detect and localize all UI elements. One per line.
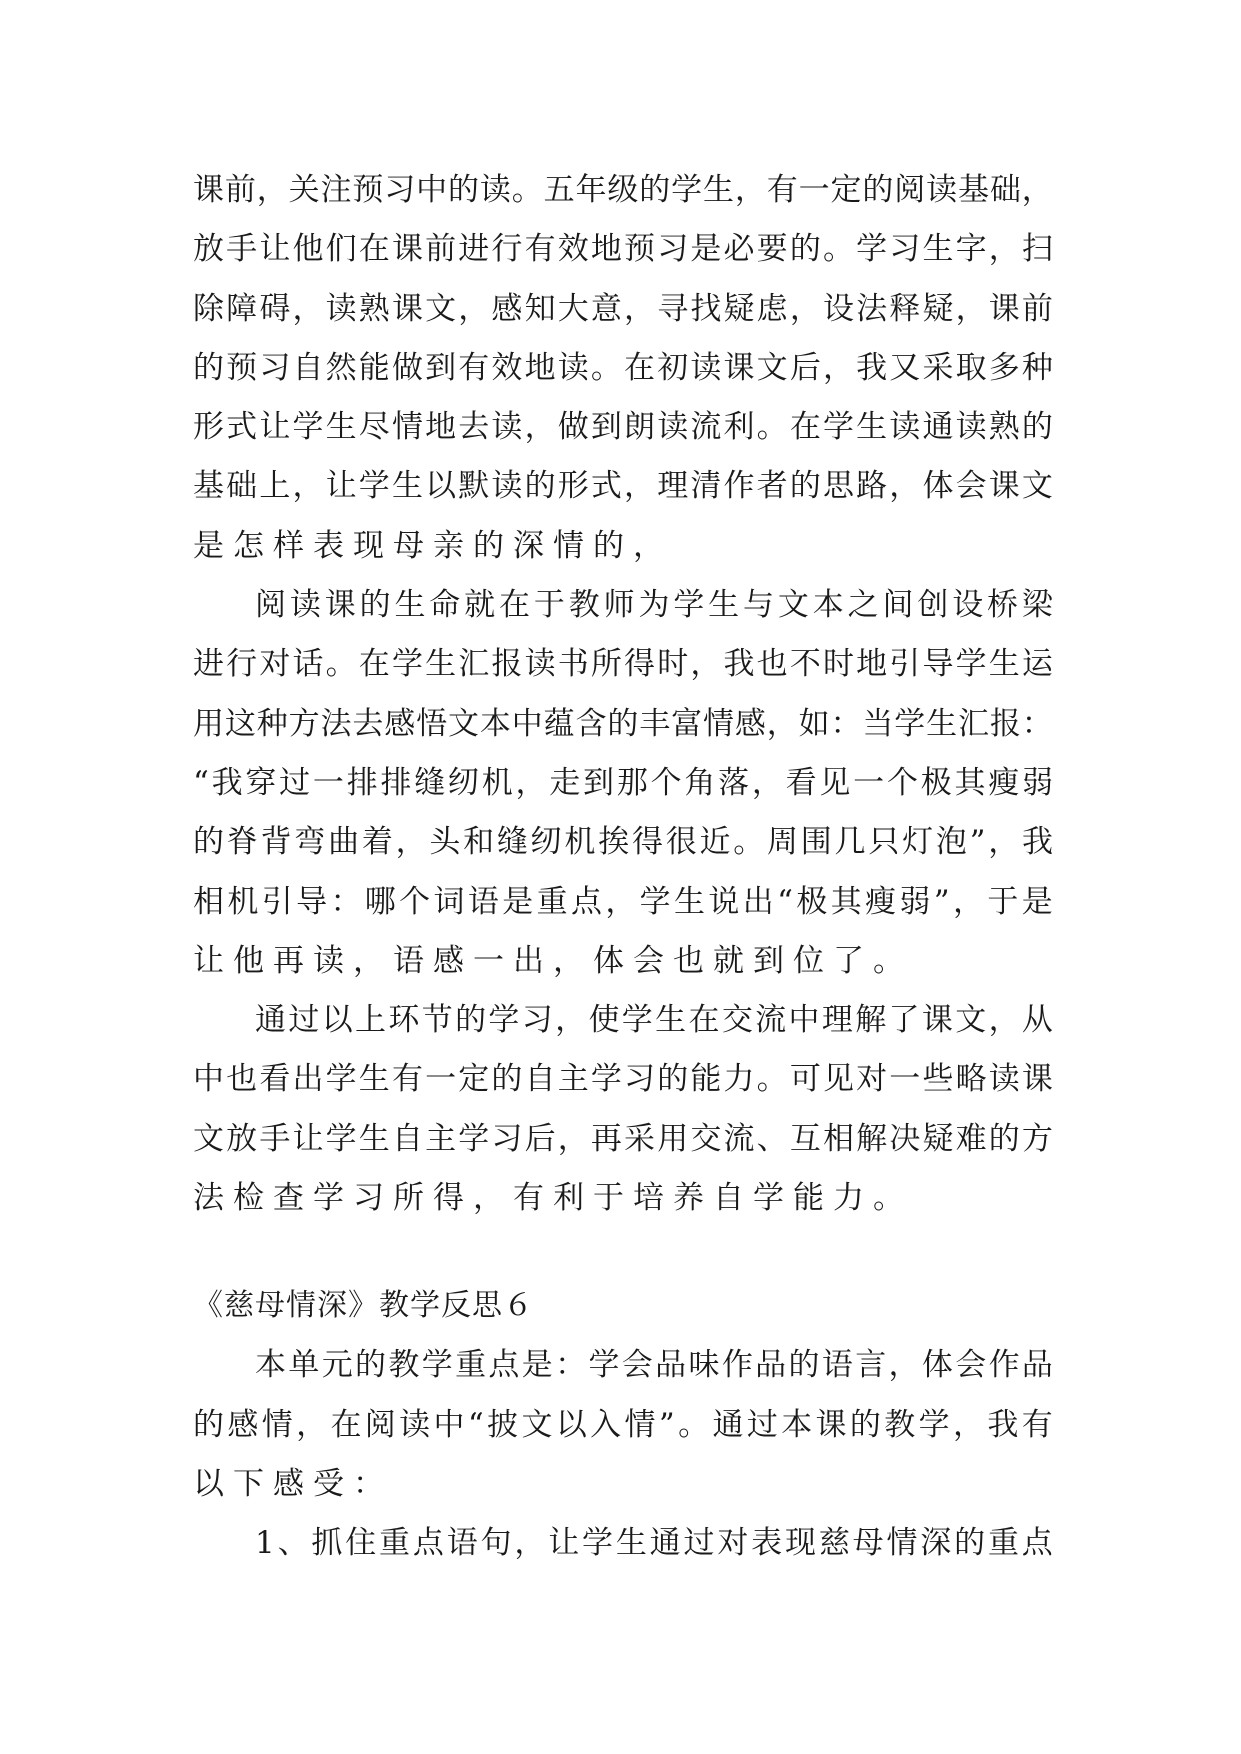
text-line: 放 手 让 他 们 在 课 前 进 行 有 效 地 预 习 是 必 要 的 。 学 习 生 字 ， 扫 <box>193 231 1053 268</box>
text-line: 的 预 习 自 然 能 做 到 有 效 地 读 。 在 初 读 课 文 后 ， 我 又 采 取 多 种 <box>193 349 1053 386</box>
paragraph-2 <box>193 576 1053 991</box>
text-line: 法检查学习所得，有利于培养自学能力。 <box>193 1180 913 1217</box>
text-line: 以下感受： <box>193 1465 393 1502</box>
text-line: 相 机 引 导 ： 哪 个 词 语 是 重 点 ， 学 生 说 出 “ 极 其 瘦 弱 ” ， 于 是 <box>193 883 1053 920</box>
text-line: 是怎样表现母亲的深情的， <box>193 527 673 564</box>
text-line: 的 感 情 ， 在 阅 读 中 “ 披 文 以 入 情 ” 。 通 过 本 课 的 教 学 ， 我 有 <box>193 1406 1053 1443</box>
document-page <box>193 161 1053 1574</box>
text-line: 的 脊 背 弯 曲 着 ， 头 和 缝 纫 机 挨 得 很 近 。 周 围 几 只 灯 泡 ” ， 我 <box>193 824 1053 861</box>
text-line: 让他再读，语感一出，体会也就到位了。 <box>193 942 913 979</box>
text-line: 形 式 让 学 生 尽 情 地 去 读 ， 做 到 朗 读 流 利 。 在 学 生 读 通 读 熟 的 <box>193 409 1053 446</box>
text-line: 用 这 种 方 法 去 感 悟 文 本 中 蕴 含 的 丰 富 情 感 ， 如 ： 当 学 生 汇 报 ： <box>193 705 1053 742</box>
text-line: 文 放 手 让 学 生 自 主 学 习 后 ， 再 采 用 交 流 、 互 相 解 决 疑 难 的 方 <box>193 1120 1053 1157</box>
text-line: 中 也 看 出 学 生 有 一 定 的 自 主 学 习 的 能 力 。 可 见 对 一 些 略 读 课 <box>193 1061 1053 1098</box>
text-line: 课 前 ， 关 注 预 习 中 的 读 。 五 年 级 的 学 生 ， 有 一 定 的 阅 读 基 础 ， <box>193 172 1053 208</box>
text-line: 除 障 碍 ， 读 熟 课 文 ， 感 知 大 意 ， 寻 找 疑 虑 ， 设 法 释 疑 ， 课 前 <box>193 290 1053 327</box>
text-line: “ 我 穿 过 一 排 排 缝 纫 机 ， 走 到 那 个 角 落 ， 看 见 一 个 极 其 瘦 弱 <box>193 764 1053 801</box>
text-line: 阅 读 课 的 生 命 就 在 于 教 师 为 学 生 与 文 本 之 间 创 设 桥 梁 <box>255 587 1053 624</box>
paragraph-4 <box>193 1336 1053 1514</box>
section-gap <box>193 1228 1053 1276</box>
paragraph-5 <box>193 1514 1053 1573</box>
text-line: 进 行 对 话 。 在 学 生 汇 报 读 书 所 得 时 ， 我 也 不 时 地 引 导 学 生 运 <box>193 646 1053 683</box>
text-line: 1 、 抓 住 重 点 语 句 ， 让 学 生 通 过 对 表 现 慈 母 情 深 的 重 点 <box>255 1525 1053 1562</box>
text-line: 基 础 上 ， 让 学 生 以 默 读 的 形 式 ， 理 清 作 者 的 思 路 ， 体 会 课 文 <box>193 468 1053 505</box>
text-line: 本 单 元 的 教 学 重 点 是 ： 学 会 品 味 作 品 的 语 言 ， 体 会 作 品 <box>255 1347 1053 1384</box>
paragraph-1 <box>193 161 1053 576</box>
text-line: 通 过 以 上 环 节 的 学 习 ， 使 学 生 在 交 流 中 理 解 了 课 文 ， 从 <box>255 1002 1053 1039</box>
section-title: 《慈母情深》教学反思６ <box>193 1288 534 1324</box>
paragraph-3 <box>193 991 1053 1228</box>
